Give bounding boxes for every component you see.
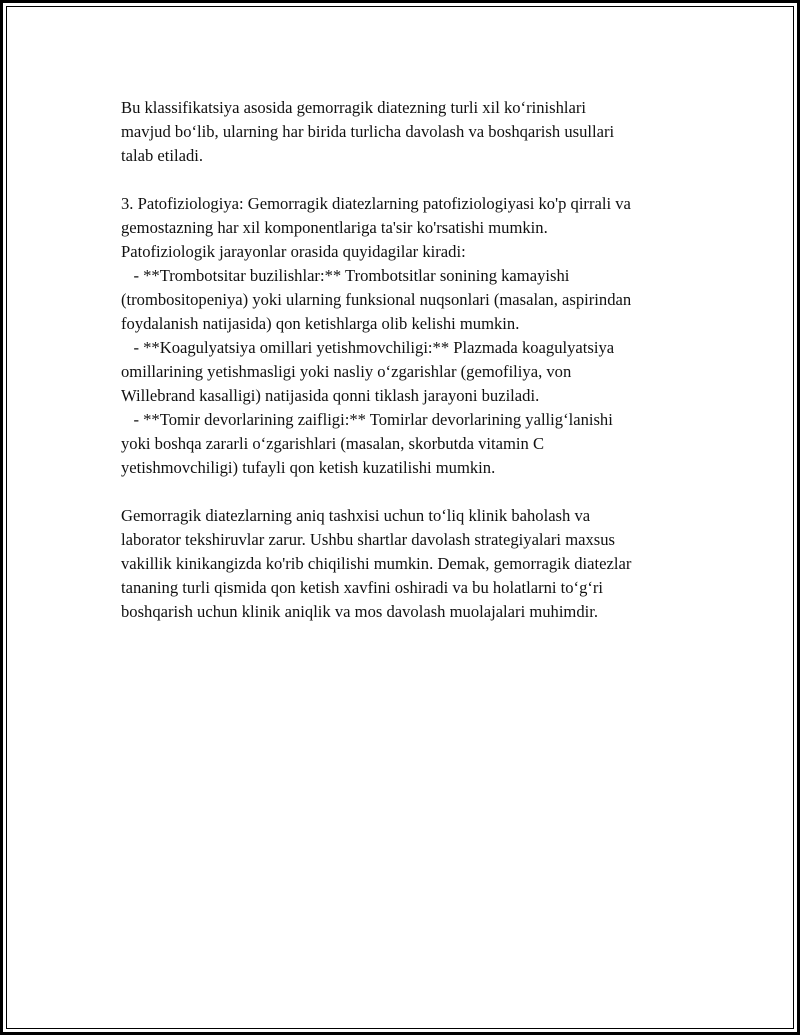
text-line: laborator tekshiruvlar zarur. Ushbu shartlar davolash strategiyalari maxsus	[121, 530, 615, 549]
text-line: yetishmovchiligi) tufayli qon ketish kuzatilishi mumkin.	[121, 458, 496, 477]
text-line: yoki boshqa zararli o‘zgarishlari (masalan, skorbutda vitamin C	[121, 434, 545, 453]
text-line: mavjud bo‘lib, ularning har birida turlicha davolash va boshqarish usullari	[121, 122, 615, 141]
text-line: omillarining yetishmasligi yoki nasliy o‘zgarishlar (gemofiliya, von	[121, 362, 572, 381]
text-line: talab etiladi.	[121, 146, 204, 165]
text-line: gemostazning har xil komponentlariga ta'sir ko'rsatishi mumkin.	[121, 218, 548, 237]
text-line: Gemorragik diatezlarning aniq tashxisi uchun to‘liq klinik baholash va	[121, 506, 591, 525]
paragraph-diagnosis-conclusion	[121, 504, 701, 624]
text-line: tananing turli qismida qon ketish xavfini oshiradi va bu holatlarni to‘g‘ri	[121, 578, 604, 597]
paragraph-pathophysiology	[121, 192, 701, 480]
text-line: boshqarish uchun klinik aniqlik va mos davolash muolajalari muhimdir.	[121, 602, 599, 621]
paragraph-gap	[121, 480, 701, 504]
text-line: Bu klassifikatsiya asosida gemorragik diatezning turli xil ko‘rinishlari	[121, 98, 586, 117]
text-line: vakillik kinikangizda ko'rib chiqilishi mumkin. Demak, gemorragik diatezlar	[121, 554, 632, 573]
document-body	[121, 96, 701, 624]
paragraph-classification-summary	[121, 96, 701, 168]
text-line: Patofiziologik jarayonlar orasida quyidagilar kiradi:	[121, 242, 466, 261]
list-item-line: - **Tomir devorlarining zaifligi:** Tomirlar devorlarining yallig‘lanishi	[121, 410, 613, 429]
list-item-line: - **Koagulyatsiya omillari yetishmovchiligi:** Plazmada koagulyatsiya	[121, 338, 615, 357]
list-item-line: - **Trombotsitar buzilishlar:** Trombotsitlar sonining kamayishi	[121, 266, 570, 285]
text-line: foydalanish natijasida) qon ketishlarga olib kelishi mumkin.	[121, 314, 520, 333]
text-line: (trombositopeniya) yoki ularning funksional nuqsonlari (masalan, aspirindan	[121, 290, 632, 309]
text-line: Willebrand kasalligi) natijasida qonni tiklash jarayoni buziladi.	[121, 386, 540, 405]
paragraph-gap	[121, 168, 701, 192]
text-line: 3. Patofiziologiya: Gemorragik diatezlarning patofiziologiyasi ko'p qirrali va	[121, 194, 631, 213]
